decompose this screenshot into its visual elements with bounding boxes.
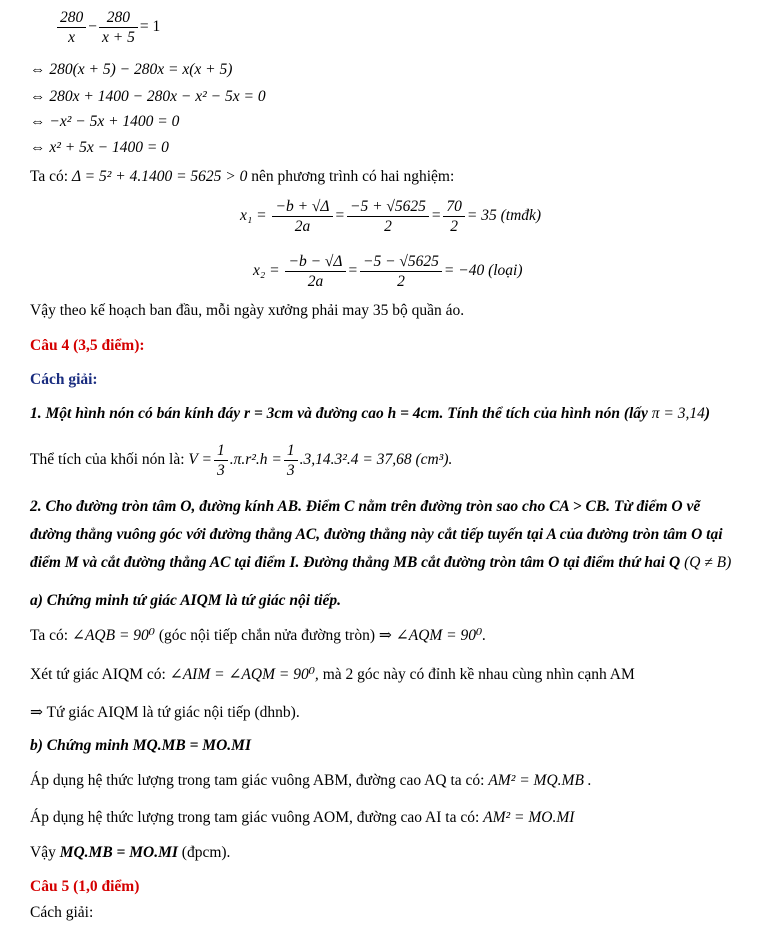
text: mà 2 góc này có đỉnh kề nhau cùng nhìn cạnh AM [322,666,635,683]
math: ∠AQB = 90⁰ [71,627,155,644]
part-b-line-1 [30,771,592,791]
part-b-heading: b) Chứng minh MQ.MB = MO.MI [30,737,251,754]
equation-line-2: ⇔ 280(x + 5) − 280x = x(x + 5) [30,61,233,78]
text: Ta có: [30,168,69,185]
question-5-heading: Câu 5 (1,0 điểm) [30,878,140,895]
math: ∠AQM = 90⁰. [395,627,487,644]
equation-line-4: ⇔ −x² − 5x + 1400 = 0 [30,113,180,130]
frac-num: 70 [443,197,465,217]
equation-line-1: $\frac{280}{x}$ − $\frac{280}{x + 5}$ = 1 [55,8,160,47]
frac-num: 1 [214,441,228,461]
part-b-line-2 [30,808,574,828]
text: Vậy [30,844,56,861]
math: .π.r².h = [229,451,282,468]
text: Áp dụng hệ thức lượng trong tam giác vuông ABM, đường cao AQ ta có: [30,772,485,789]
frac-num: −5 − √5625 [360,252,442,272]
root-value: = 35 (tmđk) [466,207,542,224]
prompt-text: 1. Một hình nón có bán kính đáy r = 3cm và đường cao h = 4cm. Tính thể tích của hình nón (lấy [30,405,648,422]
math: AM² = MQ.MB . [488,772,592,789]
part-a-line-1 [30,626,486,646]
frac-num: −b − √Δ [285,252,345,272]
equation-line-5: ⇔ x² + 5x − 1400 = 0 [30,139,169,156]
frac-num: 280 [99,8,138,28]
question-4-heading: Câu 4 (3,5 điểm): [30,337,145,354]
part-1-prompt [30,404,710,424]
text: Thể tích của khối nón là: [30,451,185,468]
text: Xét tứ giác AIQM có: [30,666,166,683]
volume-line [30,440,452,480]
part-a-heading: a) Chứng minh tứ giác AIQM là tứ giác nội tiếp. [30,592,342,609]
part-a-line-2 [30,665,635,685]
math: ∠AIM = ∠AQM = 90⁰, [169,666,319,683]
math-bold: MQ.MB = MO.MI [59,844,178,861]
equation-rest: = 1 [139,18,161,36]
frac-num: −5 + √5625 [347,197,429,217]
root-label: x₂ = [253,262,280,279]
root-label: x₁ = [240,207,267,224]
part-2-prompt-line-3 [30,553,731,573]
discriminant-line [30,167,454,187]
frac-den: 2 [450,217,459,235]
solution-heading: Cách giải: [30,371,98,388]
frac-num: 280 [57,8,86,28]
prompt-close: ) [704,405,711,422]
text: nên phương trình có hai nghiệm: [251,168,455,185]
root-value: = −40 (loại) [443,262,523,279]
frac-den: 2a [307,272,324,290]
frac-num: 1 [284,441,298,461]
frac-den: 2 [384,217,392,235]
math: (Q ≠ B) [684,554,732,571]
prompt-text: điểm M và cắt đường thẳng AC tại điểm I. Đường thẳng MB cắt đường tròn tâm O tại điểm thứ hai Q [30,554,681,571]
part-a-line-3: ⇒ Tứ giác AIQM là tứ giác nội tiếp (dhnb). [30,704,300,721]
part-2-prompt-line-2: đường thẳng vuông góc với đường thẳng AC, đường thẳng này cắt tiếp tuyến tại A của đường tròn tâm O tại [30,526,723,543]
math: AM² = MO.MI [483,809,575,826]
root-x1-line: x₁ = $\frac{-b + √\Delta}{2a}$ = $\frac{-5 + √5625}{2}$ = $\frac{70}{2}$ = 35 (tmđk) [240,197,542,235]
frac-den: 3 [216,461,225,479]
solution-heading-2: Cách giải: [30,904,94,921]
part-b-conclusion [30,843,230,863]
text: (góc nội tiếp chắn nửa đường tròn) ⇒ [158,627,392,644]
discriminant-math: Δ = 5² + 4.1400 = 5625 > 0 [71,168,248,185]
frac-den: 2a [294,217,311,235]
part-2-prompt-line-1: 2. Cho đường tròn tâm O, đường kính AB. Điểm C nằm trên đường tròn sao cho CA > CB. Từ điểm O vẽ [30,498,701,515]
frac-den: x [68,29,76,46]
equation-line-3: ⇔ 280x + 1400 − 280x − x² − 5x = 0 [30,88,266,105]
math: V = [188,451,212,468]
text: Áp dụng hệ thức lượng trong tam giác vuông AOM, đường cao AI ta có: [30,809,480,826]
root-x2-line: x₂ = $\frac{-b - √\Delta}{2a}$ = $\frac{-5 - √5625}{2}$ = −40 (loại) [253,252,523,290]
frac-den: 3 [286,461,295,479]
text: (đpcm). [181,844,231,861]
conclusion-line: Vậy theo kế hoạch ban đầu, mỗi ngày xưởng phải may 35 bộ quần áo. [30,302,465,319]
math: .3,14.3².4 = 37,68 (cm³). [299,451,453,468]
text: Ta có: [30,627,69,644]
pi-value: π = 3,14 [651,405,705,422]
frac-den: 2 [397,272,405,290]
frac-num: −b + √Δ [272,197,332,217]
frac-den: x + 5 [102,29,135,46]
